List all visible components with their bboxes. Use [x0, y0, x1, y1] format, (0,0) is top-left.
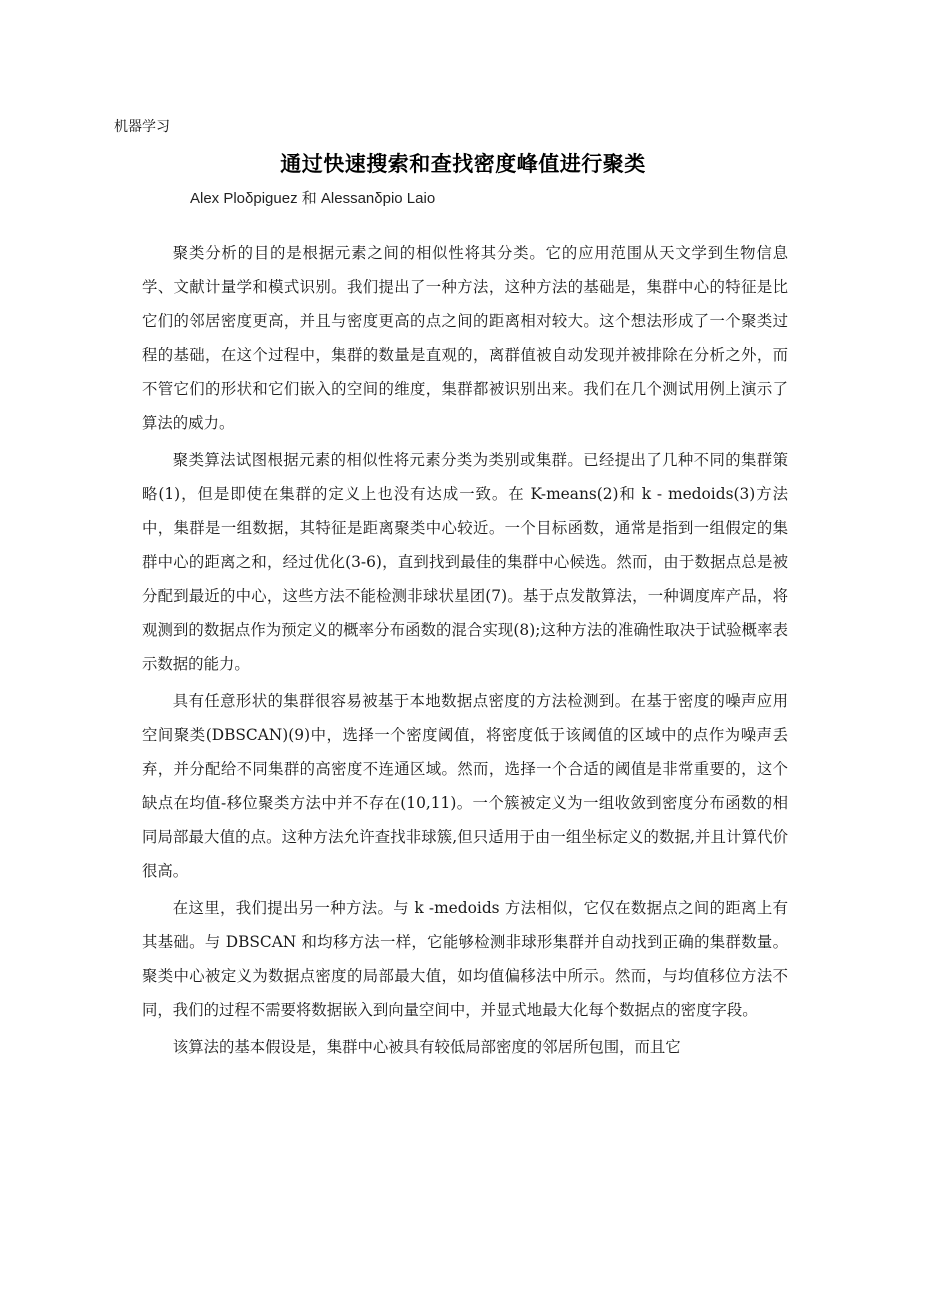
paragraph: 该算法的基本假设是，集群中心被具有较低局部密度的邻居所包围，而且它 [172, 1038, 681, 1056]
body-text [142, 236, 788, 1067]
paragraph: 具有任意形状的集群很容易被基于本地数据点密度的方法检测到。在基于密度的噪声应用空间聚类(DBSCAN)(9)中，选择一个密度阈值，将密度低于该阈值的区域中的点作为噪声丢弃，并分配给不同集群的高密度不连通区域。然而，选择一个合适的阈值是非常重要的，这个缺点在均值-移位聚类方法中并不存在(10,11)。一个簇被定义为一组收敛到密度分布函数的相同局部最大值的点。这种方法允许查找非球簇,但只适用于由一组坐标定义的数据,并且计算代价很高。 [142, 692, 788, 880]
paragraph: 聚类分析的目的是根据元素之间的相似性将其分类。它的应用范围从天文学到生物信息学、文献计量学和模式识别。我们提出了一种方法，这种方法的基础是，集群中心的特征是比它们的邻居密度更高，并且与密度更高的点之间的距离相对较大。这个想法形成了一个聚类过程的基础，在这个过程中，集群的数量是直观的，离群值被自动发现并被排除在分析之外，而不管它们的形状和它们嵌入的空间的维度，集群都被识别出来。我们在几个测试用例上演示了算法的威力。 [142, 244, 788, 432]
paragraph: 聚类算法试图根据元素的相似性将元素分类为类别或集群。已经提出了几种不同的集群策略(1)，但是即使在集群的定义上也没有达成一致。在 K-means(2)和 k - medoids(3)方法中，集群是一组数据，其特征是距离聚类中心较近。一个目标函数，通常是指到一组假定的集群中心的距离之和，经过优化(3-6)，直到找到最佳的集群中心候选。然而，由于数据点总是被分配到最近的中心，这些方法不能检测非球状星团(7)。基于点发散算法，一种调度库产品，将观测到的数据点作为预定义的概率分布函数的混合实现(8);这种方法的准确性取决于试验概率表示数据的能力。 [142, 451, 788, 673]
section-label: 机器学习 [114, 119, 170, 135]
paragraph: 在这里，我们提出另一种方法。与 k -medoids 方法相似，它仅在数据点之间的距离上有其基础。与 DBSCAN 和均移方法一样，它能够检测非球形集群并自动找到正确的集群数量。聚类中心被定义为数据点密度的局部最大值，如均值偏移法中所示。然而，与均值移位方法不同，我们的过程不需要将数据嵌入到向量空间中，并显式地最大化每个数据点的密度字段。 [142, 899, 788, 1019]
document-title: 通过快速搜索和查找密度峰值进行聚类 [280, 152, 646, 176]
author-line: Alex Ploδpiguez 和 Alessanδpio Laio [190, 190, 436, 207]
